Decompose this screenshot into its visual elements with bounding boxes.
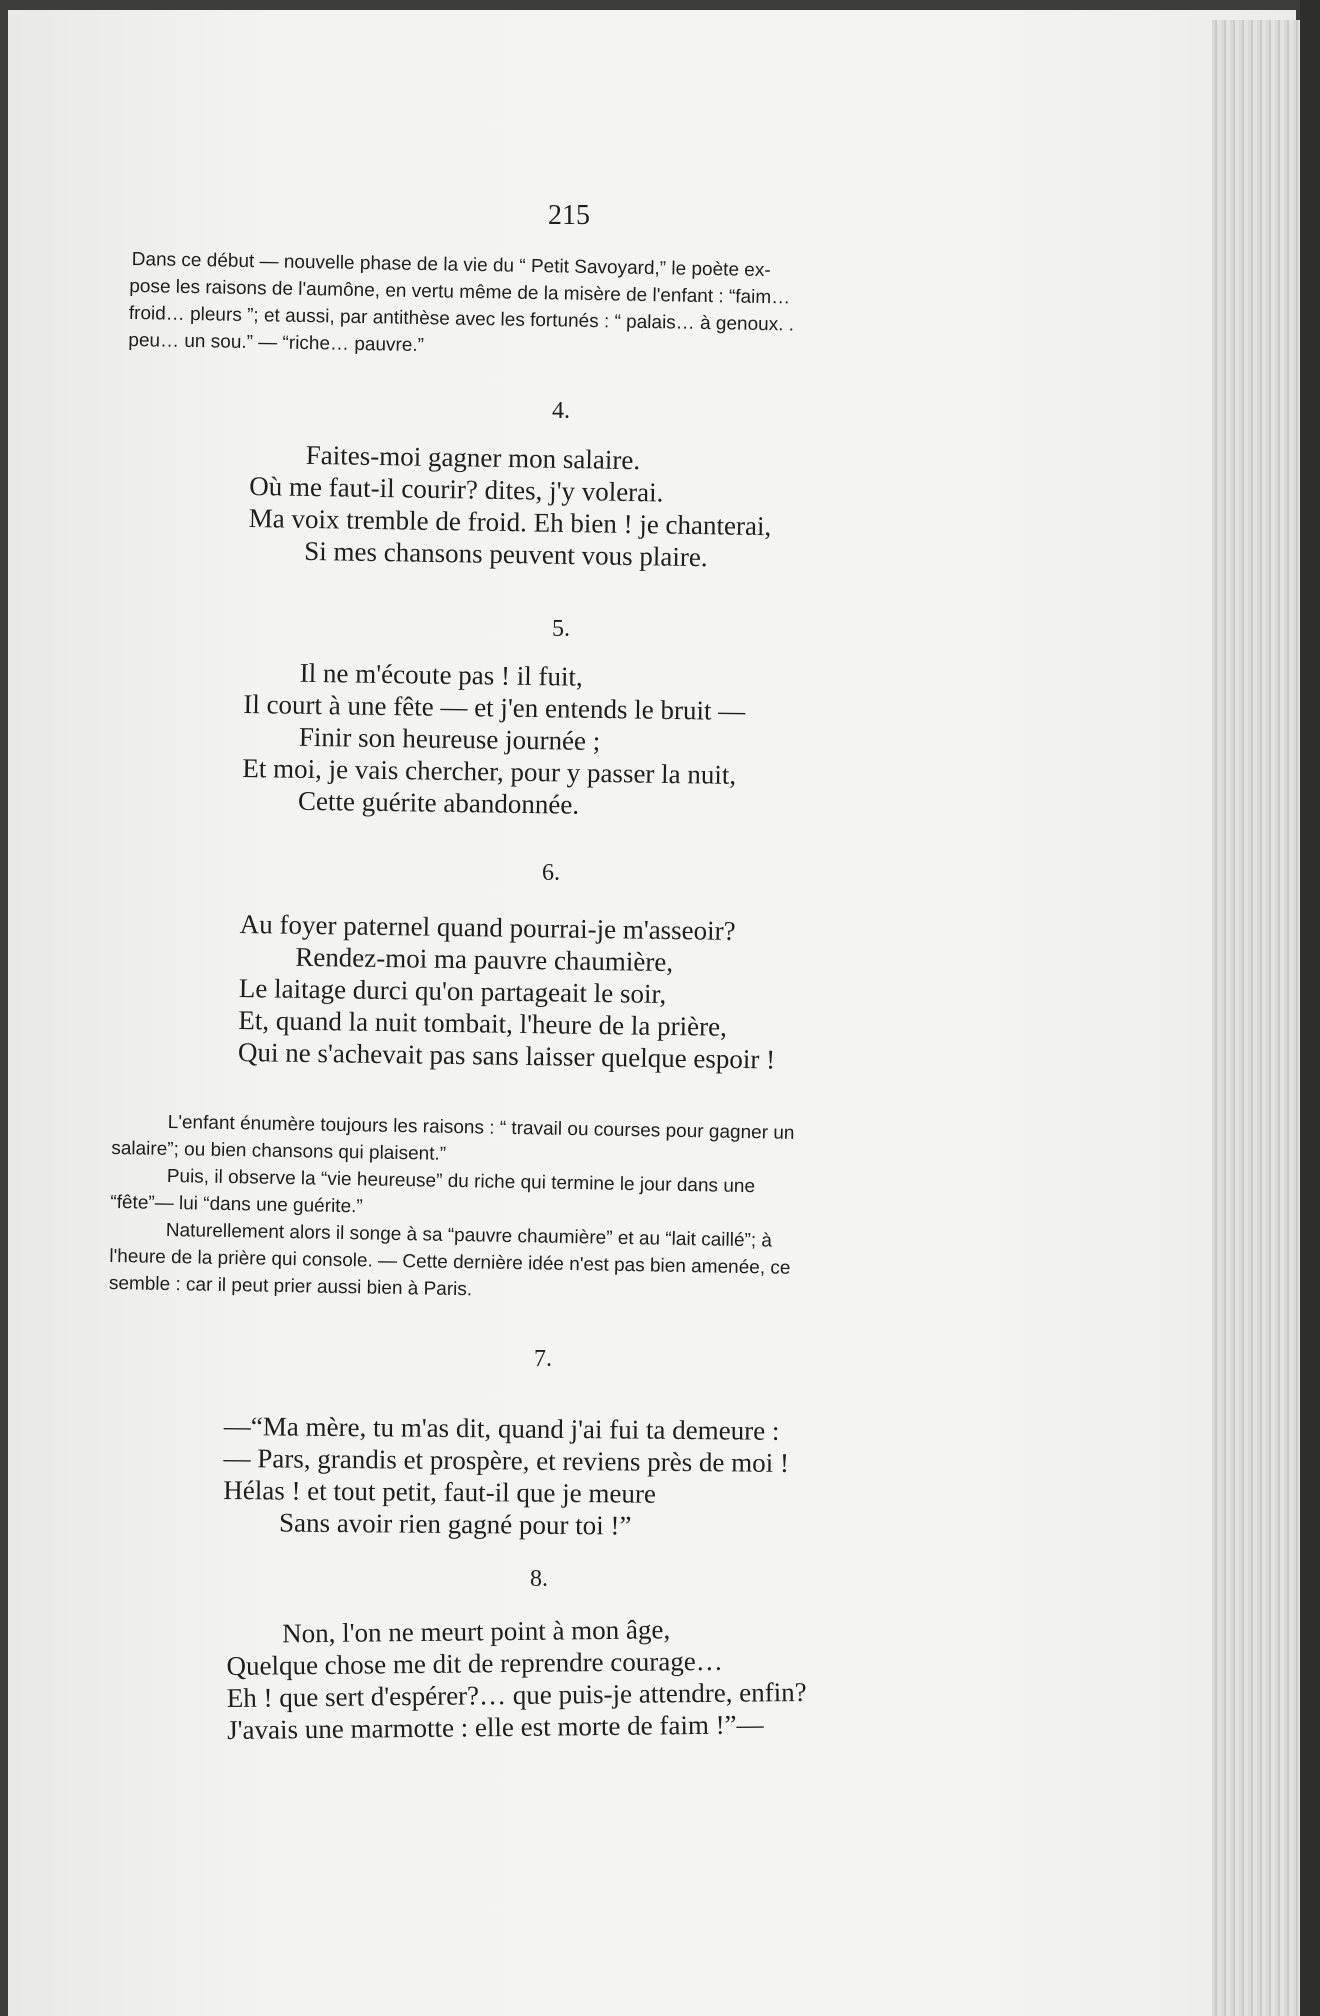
verse-line: — Pars, grandis et prospère, et reviens près de moi ! xyxy=(223,1442,790,1478)
verse-line: Eh ! que sert d'espérer?… que puis-je attendre, enfin? xyxy=(226,1676,807,1713)
verse-line: Le laitage durci qu'on partageait le soir, xyxy=(238,972,667,1009)
scan-border xyxy=(1300,0,1320,2016)
verse-line: Finir son heureuse journée ; xyxy=(298,721,601,756)
verse-line: J'avais une marmotte : elle est morte de faim !”— xyxy=(227,1709,764,1745)
commentary-line: pose les raisons de l'aumône, en vertu même de la misère de l'enfant : “faim… xyxy=(129,275,791,309)
verse-line: Où me faut-il courir? dites, j'y volerai. xyxy=(249,470,664,508)
commentary-line: peu… un sou.” — “riche… pauvre.” xyxy=(128,329,425,357)
commentary-block-1 xyxy=(130,246,795,366)
stanza-8 xyxy=(226,1612,807,1746)
verse-line: Cette guérite abandonnée. xyxy=(297,785,580,820)
verse-line: Il court à une fête — et j'en entends le bruit — xyxy=(243,688,746,727)
verse-line: Et, quand la nuit tombait, l'heure de la prière, xyxy=(238,1004,728,1042)
stanza-number: 5. xyxy=(552,616,570,642)
verse-line: Au foyer paternel quand pourrai-je m'asseoir? xyxy=(239,908,736,946)
verse-line: —“Ma mère, tu m'as dit, quand j'ai fui ta demeure : xyxy=(223,1411,780,1446)
page-edges xyxy=(1212,20,1312,2016)
verse-line: Sans avoir rien gagné pour toi !” xyxy=(278,1507,632,1541)
commentary-line: semble : car il peut prier aussi bien à Paris. xyxy=(108,1272,473,1301)
page-number: 215 xyxy=(548,200,590,231)
commentary-line: L'enfant énumère toujours les raisons : “ travail ou courses pour gagner un xyxy=(167,1111,795,1144)
verse-line: Qui ne s'achevait pas sans laisser quelque espoir ! xyxy=(237,1036,776,1075)
verse-line: Quelque chose me dit de reprendre courage… xyxy=(226,1645,723,1681)
commentary-line: Puis, il observe la “vie heureuse” du riche qui termine le jour dans une xyxy=(166,1165,756,1198)
verse-line: Si mes chansons peuvent vous plaire. xyxy=(303,535,708,573)
verse-line: Ma voix tremble de froid. Eh bien ! je chanterai, xyxy=(248,502,772,542)
commentary-line: Naturellement alors il songe à sa “pauvre chaumière” et au “lait caillé”; à xyxy=(165,1219,773,1252)
stanza-4 xyxy=(248,438,773,574)
verse-line: Il ne m'écoute pas ! il fuit, xyxy=(299,657,583,692)
stanza-number: 7. xyxy=(534,1346,552,1372)
verse-line: Non, l'on ne meurt point à mon âge, xyxy=(282,1614,671,1649)
stanza-number: 6. xyxy=(542,860,560,886)
commentary-line: “fête”— lui “dans une guérite.” xyxy=(110,1191,363,1218)
commentary-line: Dans ce début — nouvelle phase de la vie du “ Petit Savoyard,” le poète ex- xyxy=(131,248,771,282)
commentary-line: salaire”; ou bien chansons qui plaisent.” xyxy=(111,1137,447,1165)
stanza-number: 4. xyxy=(552,398,570,424)
commentary-line: froid… pleurs ”; et aussi, par antithèse avec les fortunés : “ palais… à genoux. . xyxy=(128,302,795,336)
commentary-line: l'heure de la prière qui console. — Cette dernière idée n'est pas bien amenée, ce xyxy=(109,1245,791,1279)
stanza-7 xyxy=(223,1410,789,1543)
verse-line: Faites-moi gagner mon salaire. xyxy=(305,439,641,476)
stanza-6 xyxy=(238,908,777,1075)
verse-line: Et moi, je vais chercher, pour y passer la nuit, xyxy=(242,752,737,790)
verse-line: Rendez-moi ma pauvre chaumière, xyxy=(295,941,674,978)
verse-line: Hélas ! et tout petit, faut-il que je meure xyxy=(223,1474,657,1509)
stanza-number: 8. xyxy=(530,1566,548,1592)
commentary-block-2 xyxy=(109,1108,795,1309)
stanza-5 xyxy=(242,656,746,823)
